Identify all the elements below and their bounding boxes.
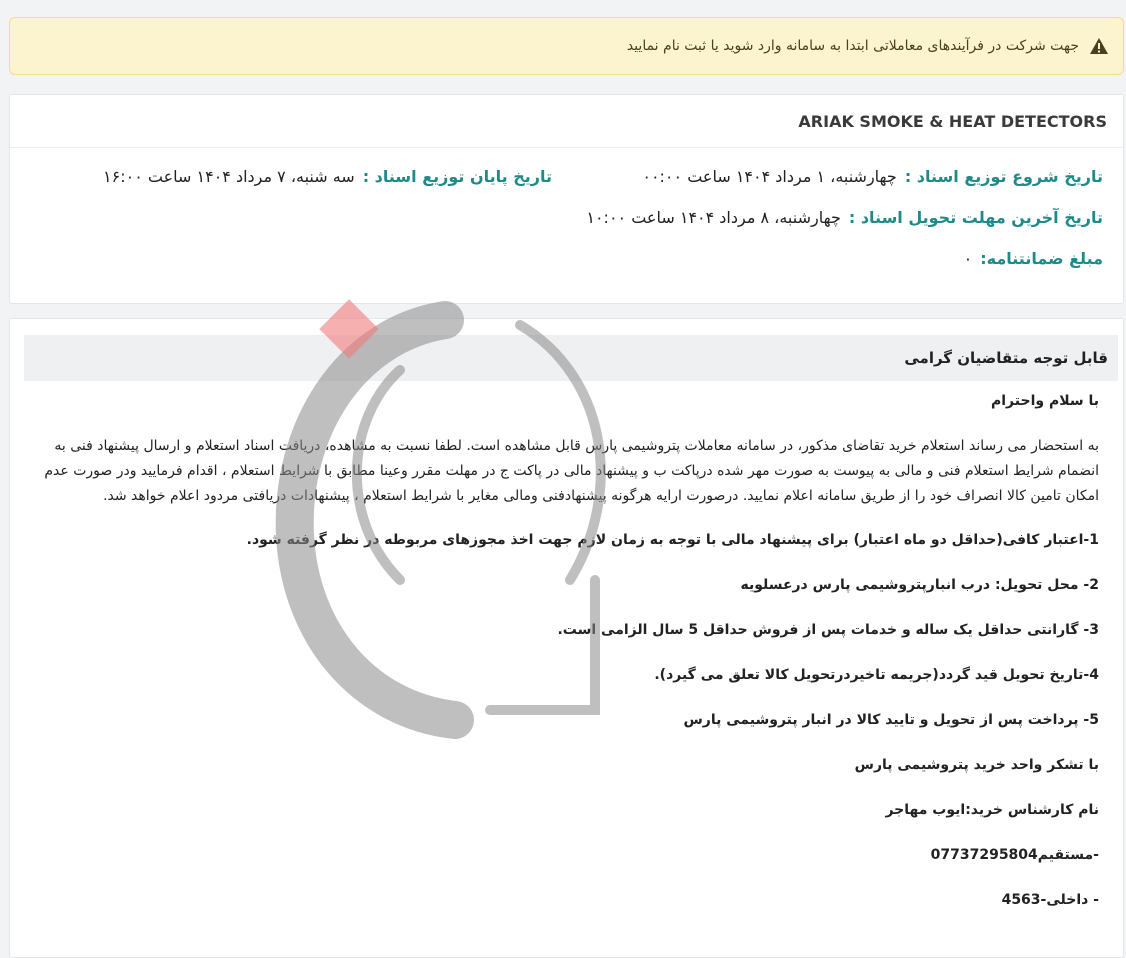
start-date-value: چهارشنبه، ۱ مرداد ۱۴۰۴ ساعت ۰۰:۰۰ [642, 167, 897, 186]
start-date-label: تاریخ شروع توزیع اسناد : [904, 167, 1103, 186]
buyer-name: نام کارشناس خرید:ایوب مهاجر [885, 802, 1099, 818]
deadline-value: چهارشنبه، ۸ مرداد ۱۴۰۴ ساعت ۱۰:۰۰ [586, 208, 841, 227]
condition-1: 1-اعتبار کافی(حداقل دو ماه اعتبار) برای پیشنهاد مالی با توجه به زمان لازم جهت اخذ مجوزهای مربوطه در نظر گرفته شود. [246, 532, 1099, 548]
deadline-row [586, 208, 1103, 227]
condition-5: 5- پرداخت پس از تحویل و تایید کالا در انبار پتروشیمی پارس [683, 712, 1099, 728]
greeting: با سلام واحترام [991, 393, 1099, 409]
intro-paragraph: به استحضار می رساند استعلام خرید تقاضای مذکور، در سامانه معاملات پتروشیمی پارس قابل مشاهده است. لطفا نسبت به مشاهده، دریافت اسناد استعلام و ارسال پیشنهاد فنی به انضمام شرایط استعلام فنی و مالی به پیوست به صورت مهر شده درپاکت ب و پیشنهاد مالی در پاکت ج در مهلت مقرر وعینا مطابق با شرایط استعلام ، اقدام فرمایید ودر صورت عدم امکان تامین کالا انصراف خود را از طریق سامانه اعلام نمایید. درصورت ارایه هرگونه پیشنهادفنی ومالی مغایر با شرایط استعلام ، پیشنهادات دریافتی مردود اعلام خواهد شد. [44, 438, 1099, 504]
notice-heading: قابل توجه متقاضیان گرامی [24, 335, 1118, 381]
start-date-row [642, 167, 1103, 186]
guarantee-label: مبلغ ضمانتنامه: [980, 249, 1103, 268]
end-date-value: سه شنبه، ۷ مرداد ۱۴۰۴ ساعت ۱۶:۰۰ [103, 167, 355, 186]
condition-3: 3- گارانتی حداقل یک ساله و خدمات پس از فروش حداقل 5 سال الزامی است. [557, 622, 1099, 638]
notice-card [9, 318, 1124, 958]
guarantee-row [964, 249, 1103, 268]
tender-info-card [9, 94, 1124, 304]
end-date-label: تاریخ پایان توزیع اسناد : [362, 167, 552, 186]
thanks-line: با تشکر واحد خرید پتروشیمی پارس [854, 757, 1099, 773]
internal-phone: - داخلی-4563 [1001, 892, 1099, 908]
guarantee-value: ۰ [963, 249, 973, 268]
condition-4: 4-تاریخ تحویل قید گردد(جریمه تاخیردرتحویل کالا تعلق می گیرد). [654, 667, 1099, 683]
direct-phone: -مستقیم07737295804 [930, 847, 1099, 863]
login-alert [9, 17, 1124, 75]
end-date-row [103, 167, 552, 186]
condition-2: 2- محل تحویل: درب انبارپتروشیمی پارس درعسلویه [740, 577, 1099, 593]
deadline-label: تاریخ آخرین مهلت تحویل اسناد : [848, 208, 1103, 227]
tender-title: ARIAK SMOKE & HEAT DETECTORS [10, 95, 1123, 148]
warning-icon [1089, 36, 1109, 56]
notice-body [26, 389, 1099, 933]
alert-text: جهت شرکت در فرآیندهای معاملاتی ابتدا به سامانه وارد شوید یا ثبت نام نمایید [626, 38, 1079, 54]
